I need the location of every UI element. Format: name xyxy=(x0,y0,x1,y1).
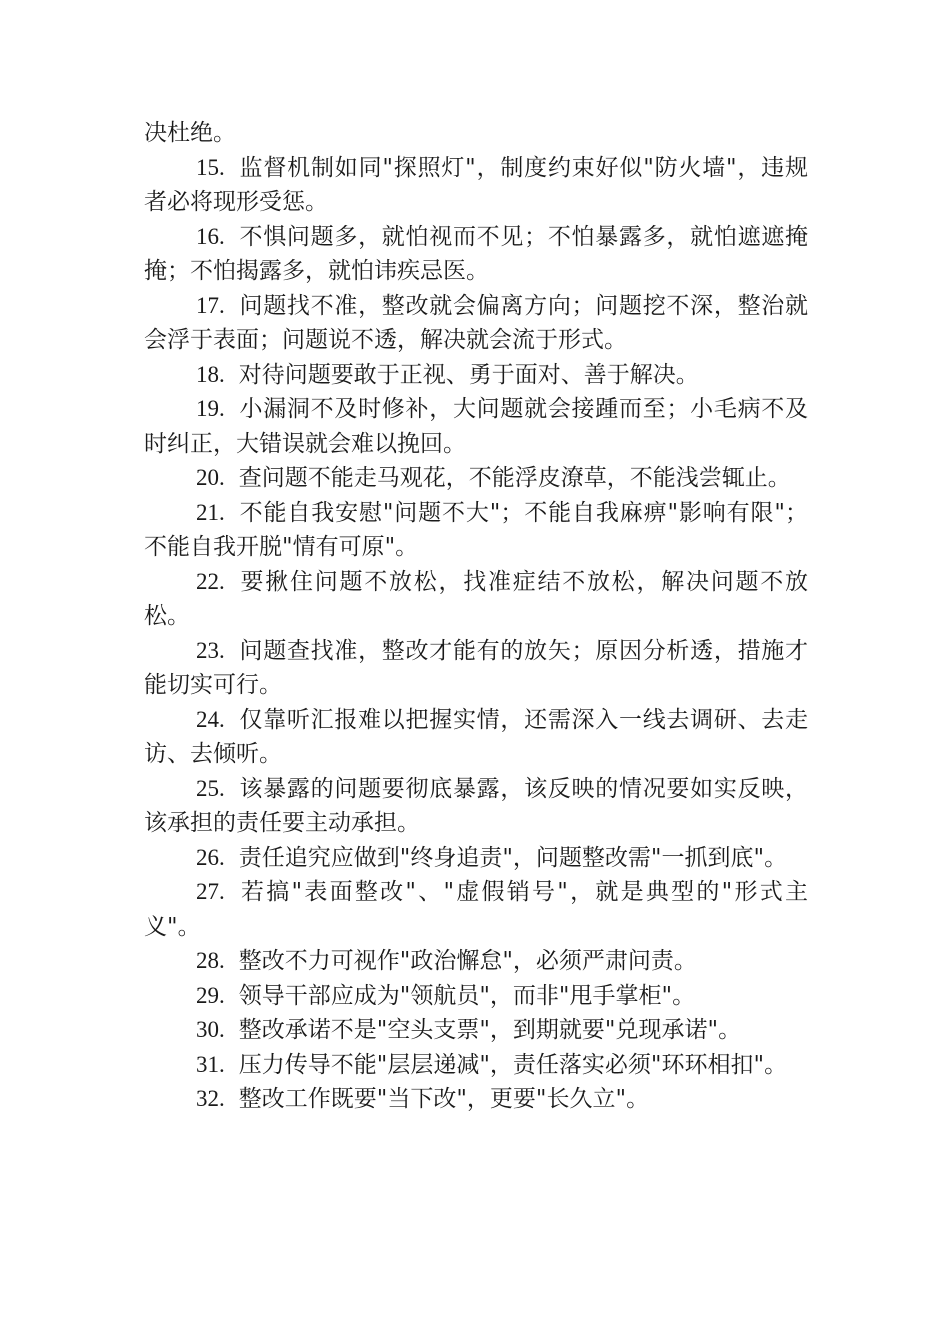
item-text: 不能自我安慰"问题不大"；不能自我麻痹"影响有限"；不能自我开脱"情有可原"。 xyxy=(144,499,808,560)
item-number: 26. xyxy=(196,844,225,870)
list-item xyxy=(144,151,808,220)
item-text: 小漏洞不及时修补，大问题就会接踵而至；小毛病不及时纠正，大错误就会难以挽回。 xyxy=(144,396,808,457)
list-item xyxy=(144,461,808,496)
item-number: 25. xyxy=(196,775,225,801)
item-text: 要揪住问题不放松，找准症结不放松，解决问题不放松。 xyxy=(144,568,808,629)
item-number: 21. xyxy=(196,499,225,525)
list-item xyxy=(144,944,808,979)
item-number: 24. xyxy=(196,706,225,732)
item-number: 17. xyxy=(196,292,225,318)
item-text: 责任追究应做到"终身追责"，问题整改需"一抓到底"。 xyxy=(238,844,788,871)
item-text: 整改不力可视作"政治懈怠"，必须严肃问责。 xyxy=(238,948,697,974)
item-text: 该暴露的问题要彻底暴露，该反映的情况要如实反映，该承担的责任要主动承担。 xyxy=(144,775,808,836)
list-item xyxy=(144,634,808,703)
item-number: 16. xyxy=(196,223,225,249)
list-item xyxy=(144,841,808,876)
list-item xyxy=(144,392,808,461)
list-item xyxy=(144,220,808,289)
item-text: 整改承诺不是"空头支票"，到期就要"兑现承诺"。 xyxy=(238,1017,742,1043)
list-item xyxy=(144,496,808,565)
item-text: 对待问题要敢于正视、勇于面对、善于解决。 xyxy=(238,361,699,388)
item-number: 27. xyxy=(196,879,225,904)
item-text: 若搞"表面整改"、"虚假销号"，就是典型的"形式主义"。 xyxy=(144,879,808,940)
list-item xyxy=(144,1013,808,1048)
item-number: 29. xyxy=(196,982,225,1008)
item-number: 22. xyxy=(196,568,225,594)
item-text: 仅靠听汇报难以把握实情，还需深入一线去调研、去走访、去倾听。 xyxy=(144,706,808,767)
document-body xyxy=(144,116,808,1117)
item-text: 问题查找准，整改才能有的放矢；原因分析透，措施才能切实可行。 xyxy=(144,637,808,698)
list-item xyxy=(144,875,808,944)
item-text: 监督机制如同"探照灯"，制度约束好似"防火墙"，违规者必将现形受惩。 xyxy=(144,154,808,215)
list-item xyxy=(144,289,808,358)
item-number: 20. xyxy=(196,465,225,490)
item-number: 31. xyxy=(196,1051,225,1077)
item-number: 23. xyxy=(196,637,225,663)
list-item xyxy=(144,703,808,772)
list-item xyxy=(144,772,808,841)
item-number: 19. xyxy=(196,396,225,421)
item-number: 28. xyxy=(196,948,225,973)
item-number: 32. xyxy=(196,1086,225,1111)
list-item xyxy=(144,1082,808,1117)
continuation-line: 决杜绝。 xyxy=(144,120,236,146)
list-item xyxy=(144,358,808,393)
list-item xyxy=(144,1048,808,1083)
list-item xyxy=(144,565,808,634)
item-text: 压力传导不能"层层递减"，责任落实必须"环环相扣"。 xyxy=(238,1051,788,1078)
item-text: 问题找不准，整改就会偏离方向；问题挖不深，整治就会浮于表面；问题说不透，解决就会流于形式。 xyxy=(144,292,808,353)
item-text: 整改工作既要"当下改"，更要"长久立"。 xyxy=(238,1086,650,1112)
list-item xyxy=(144,979,808,1014)
item-text: 不惧问题多，就怕视而不见；不怕暴露多，就怕遮遮掩掩；不怕揭露多，就怕讳疾忌医。 xyxy=(144,223,808,284)
item-number: 30. xyxy=(196,1017,225,1042)
item-number: 18. xyxy=(196,361,225,387)
item-number: 15. xyxy=(196,154,225,180)
item-text: 查问题不能走马观花，不能浮皮潦草，不能浅尝辄止。 xyxy=(238,465,791,491)
item-text: 领导干部应成为"领航员"，而非"甩手掌柜"。 xyxy=(238,982,696,1009)
